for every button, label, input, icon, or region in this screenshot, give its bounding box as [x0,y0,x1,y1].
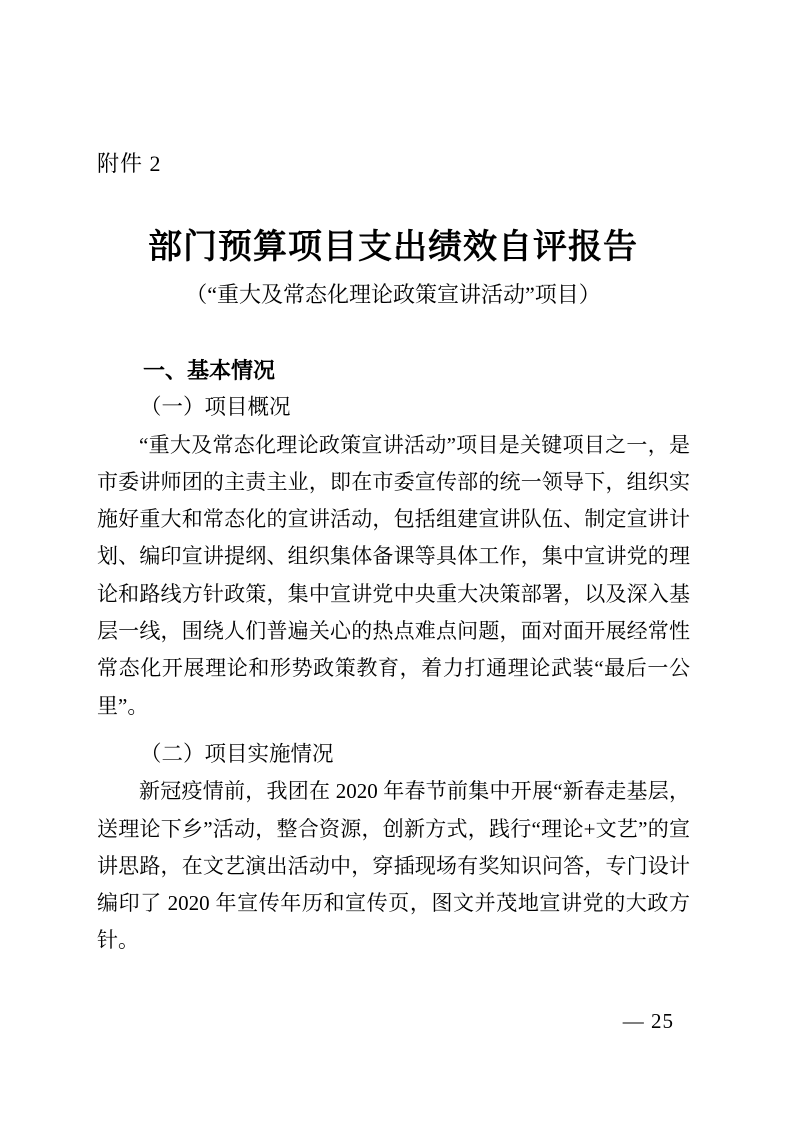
page-number: — 25 [622,1009,674,1033]
section-heading-basic-info: 一、基本情况 [143,358,276,383]
paragraph-project-overview: “重大及常态化理论政策宣讲活动”项目是关键项目之一，是市委讲师团的主责主业，即在市委宣传部的统一领导下，组织实施好重大和常态化的宣讲活动，包括组建宣讲队伍、制定宣讲计划、编印宣讲提纲、组织集体备课等具体工作，集中宣讲党的理论和路线方针政策，集中宣讲党中央重大决策部署，以及深入基层一线，围绕人们普遍关心的热点难点问题，面对面开展经常性常态化开展理论和形势政策教育，着力打通理论武装“最后一公里”。 [97,432,690,718]
attachment-label: 附件 2 [97,151,162,176]
subsection-heading-project-overview: （一）项目概况 [140,395,291,420]
document-subtitle: （“重大及常态化理论政策宣讲活动”项目） [185,282,601,307]
document-body [97,352,690,960]
document-title: 部门预算项目支出绩效自评报告 [148,229,638,266]
paragraph-project-implementation: 新冠疫情前，我团在 2020 年春节前集中开展“新春走基层，送理论下乡”活动，整合资源，创新方式，践行“理论+文艺”的宣讲思路，在文艺演出活动中，穿插现场有奖知识问答，专门设计编印了 2020 年宣传年历和宣传页，图文并茂地宣讲党的大政方针。 [97,779,690,953]
subsection-heading-project-implementation: （二）项目实施情况 [140,741,334,766]
